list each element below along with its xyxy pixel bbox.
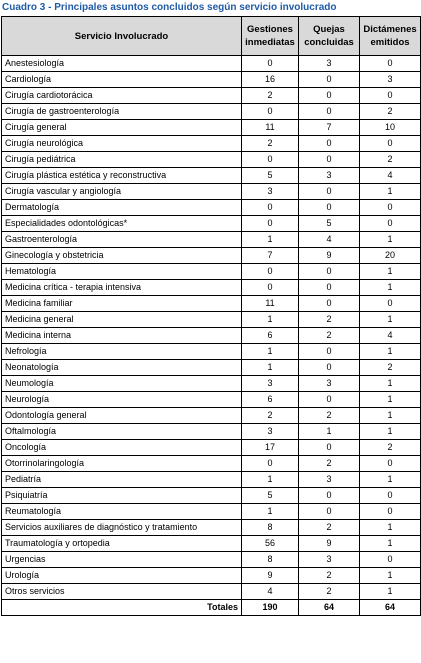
- dictamenes-cell: 1: [360, 424, 421, 440]
- gestiones-cell: 6: [242, 392, 299, 408]
- table-row: [2, 552, 421, 568]
- quejas-cell: 0: [299, 440, 360, 456]
- quejas-cell: 0: [299, 488, 360, 504]
- dictamenes-cell: 2: [360, 104, 421, 120]
- dictamenes-cell: 1: [360, 408, 421, 424]
- service-cell: Neurología: [2, 392, 242, 408]
- quejas-cell: 9: [299, 536, 360, 552]
- service-cell: Otros servicios: [2, 584, 242, 600]
- dictamenes-cell: 0: [360, 488, 421, 504]
- gestiones-cell: 0: [242, 152, 299, 168]
- gestiones-cell: 0: [242, 200, 299, 216]
- quejas-cell: 0: [299, 88, 360, 104]
- gestiones-cell: 16: [242, 72, 299, 88]
- total-dictamenes: 64: [360, 600, 421, 616]
- dictamenes-cell: 3: [360, 72, 421, 88]
- gestiones-cell: 1: [242, 312, 299, 328]
- table-row: [2, 504, 421, 520]
- service-cell: Medicina general: [2, 312, 242, 328]
- service-cell: Urología: [2, 568, 242, 584]
- gestiones-cell: 7: [242, 248, 299, 264]
- dictamenes-cell: 20: [360, 248, 421, 264]
- table-row: [2, 536, 421, 552]
- gestiones-cell: 4: [242, 584, 299, 600]
- dictamenes-cell: 4: [360, 168, 421, 184]
- service-cell: Cirugía cardiotorácica: [2, 88, 242, 104]
- dictamenes-cell: 1: [360, 232, 421, 248]
- quejas-cell: 0: [299, 280, 360, 296]
- table-row: [2, 488, 421, 504]
- table-row: [2, 104, 421, 120]
- dictamenes-cell: 1: [360, 536, 421, 552]
- service-cell: Cirugía pediátrica: [2, 152, 242, 168]
- table-row: [2, 440, 421, 456]
- gestiones-cell: 3: [242, 424, 299, 440]
- service-cell: Medicina interna: [2, 328, 242, 344]
- gestiones-cell: 1: [242, 344, 299, 360]
- quejas-cell: 2: [299, 584, 360, 600]
- service-cell: Anestesiología: [2, 56, 242, 72]
- dictamenes-cell: 0: [360, 216, 421, 232]
- quejas-cell: 7: [299, 120, 360, 136]
- gestiones-cell: 5: [242, 488, 299, 504]
- gestiones-cell: 2: [242, 136, 299, 152]
- header-dictamenes: Dictámenes emitidos: [360, 17, 421, 56]
- quejas-cell: 3: [299, 168, 360, 184]
- gestiones-cell: 0: [242, 56, 299, 72]
- dictamenes-cell: 1: [360, 520, 421, 536]
- gestiones-cell: 56: [242, 536, 299, 552]
- gestiones-cell: 11: [242, 296, 299, 312]
- service-cell: Cirugía vascular y angiología: [2, 184, 242, 200]
- table-row: [2, 264, 421, 280]
- service-cell: Traumatología y ortopedia: [2, 536, 242, 552]
- quejas-cell: 0: [299, 72, 360, 88]
- table-body: [2, 56, 421, 600]
- quejas-cell: 0: [299, 344, 360, 360]
- quejas-cell: 3: [299, 56, 360, 72]
- services-table: [1, 16, 421, 616]
- table-row: [2, 136, 421, 152]
- table-row: [2, 424, 421, 440]
- totals-label: Totales: [2, 600, 242, 616]
- total-gestiones: 190: [242, 600, 299, 616]
- table-row: [2, 360, 421, 376]
- gestiones-cell: 0: [242, 104, 299, 120]
- quejas-cell: 5: [299, 216, 360, 232]
- table-row: [2, 200, 421, 216]
- quejas-cell: 0: [299, 296, 360, 312]
- gestiones-cell: 1: [242, 232, 299, 248]
- dictamenes-cell: 4: [360, 328, 421, 344]
- gestiones-cell: 6: [242, 328, 299, 344]
- service-cell: Nefrología: [2, 344, 242, 360]
- table-row: [2, 568, 421, 584]
- service-cell: Pediatría: [2, 472, 242, 488]
- quejas-cell: 0: [299, 184, 360, 200]
- gestiones-cell: 9: [242, 568, 299, 584]
- gestiones-cell: 0: [242, 264, 299, 280]
- gestiones-cell: 8: [242, 552, 299, 568]
- quejas-cell: 4: [299, 232, 360, 248]
- dictamenes-cell: 1: [360, 376, 421, 392]
- dictamenes-cell: 2: [360, 360, 421, 376]
- table-row: [2, 152, 421, 168]
- gestiones-cell: 1: [242, 472, 299, 488]
- header-service: Servicio Involucrado: [2, 17, 242, 56]
- dictamenes-cell: 0: [360, 504, 421, 520]
- dictamenes-cell: 0: [360, 456, 421, 472]
- gestiones-cell: 2: [242, 88, 299, 104]
- table-row: [2, 408, 421, 424]
- dictamenes-cell: 1: [360, 184, 421, 200]
- quejas-cell: 3: [299, 552, 360, 568]
- table-row: [2, 280, 421, 296]
- service-cell: Especialidades odontológicas*: [2, 216, 242, 232]
- service-cell: Hematología: [2, 264, 242, 280]
- dictamenes-cell: 1: [360, 584, 421, 600]
- table-row: [2, 584, 421, 600]
- service-cell: Ginecología y obstetricia: [2, 248, 242, 264]
- table-row: [2, 184, 421, 200]
- table-row: [2, 376, 421, 392]
- service-cell: Reumatología: [2, 504, 242, 520]
- table-row: [2, 392, 421, 408]
- table-row: [2, 72, 421, 88]
- service-cell: Dermatología: [2, 200, 242, 216]
- dictamenes-cell: 0: [360, 136, 421, 152]
- dictamenes-cell: 1: [360, 264, 421, 280]
- quejas-cell: 2: [299, 456, 360, 472]
- table-caption: Cuadro 3 - Principales asuntos concluidos según servicio involucrado: [2, 2, 337, 13]
- quejas-cell: 0: [299, 504, 360, 520]
- table-row: [2, 168, 421, 184]
- gestiones-cell: 8: [242, 520, 299, 536]
- gestiones-cell: 0: [242, 280, 299, 296]
- dictamenes-cell: 2: [360, 152, 421, 168]
- table-row: [2, 56, 421, 72]
- service-cell: Cirugía plástica estética y reconstructiva: [2, 168, 242, 184]
- service-cell: Cirugía de gastroenterología: [2, 104, 242, 120]
- dictamenes-cell: 1: [360, 472, 421, 488]
- quejas-cell: 2: [299, 408, 360, 424]
- dictamenes-cell: 1: [360, 344, 421, 360]
- dictamenes-cell: 1: [360, 312, 421, 328]
- table-row: [2, 88, 421, 104]
- header-gestiones: Gestiones inmediatas: [242, 17, 299, 56]
- dictamenes-cell: 10: [360, 120, 421, 136]
- table-row: [2, 456, 421, 472]
- dictamenes-cell: 0: [360, 552, 421, 568]
- service-cell: Odontología general: [2, 408, 242, 424]
- gestiones-cell: 1: [242, 360, 299, 376]
- quejas-cell: 0: [299, 200, 360, 216]
- quejas-cell: 2: [299, 568, 360, 584]
- table-row: [2, 248, 421, 264]
- gestiones-cell: 0: [242, 456, 299, 472]
- dictamenes-cell: 0: [360, 296, 421, 312]
- service-cell: Gastroenterología: [2, 232, 242, 248]
- table-row: [2, 216, 421, 232]
- service-cell: Medicina crítica - terapia intensiva: [2, 280, 242, 296]
- service-cell: Servicios auxiliares de diagnóstico y tratamiento: [2, 520, 242, 536]
- dictamenes-cell: 0: [360, 56, 421, 72]
- dictamenes-cell: 0: [360, 88, 421, 104]
- totals-row: [2, 600, 421, 616]
- service-cell: Urgencias: [2, 552, 242, 568]
- table-row: [2, 344, 421, 360]
- dictamenes-cell: 2: [360, 440, 421, 456]
- service-cell: Neumología: [2, 376, 242, 392]
- table-row: [2, 232, 421, 248]
- service-cell: Cardiología: [2, 72, 242, 88]
- gestiones-cell: 17: [242, 440, 299, 456]
- dictamenes-cell: 1: [360, 280, 421, 296]
- service-cell: Cirugía neurológica: [2, 136, 242, 152]
- quejas-cell: 0: [299, 104, 360, 120]
- dictamenes-cell: 0: [360, 200, 421, 216]
- service-cell: Cirugía general: [2, 120, 242, 136]
- service-cell: Oftalmología: [2, 424, 242, 440]
- header-quejas: Quejas concluidas: [299, 17, 360, 56]
- quejas-cell: 2: [299, 328, 360, 344]
- gestiones-cell: 2: [242, 408, 299, 424]
- service-cell: Medicina familiar: [2, 296, 242, 312]
- table-row: [2, 472, 421, 488]
- dictamenes-cell: 1: [360, 568, 421, 584]
- table-row: [2, 520, 421, 536]
- table-row: [2, 312, 421, 328]
- quejas-cell: 9: [299, 248, 360, 264]
- service-cell: Oncología: [2, 440, 242, 456]
- service-cell: Neonatología: [2, 360, 242, 376]
- service-cell: Psiquiatría: [2, 488, 242, 504]
- table-row: [2, 328, 421, 344]
- table-row: [2, 296, 421, 312]
- quejas-cell: 0: [299, 392, 360, 408]
- dictamenes-cell: 1: [360, 392, 421, 408]
- gestiones-cell: 11: [242, 120, 299, 136]
- header-row: [2, 17, 421, 56]
- table-row: [2, 120, 421, 136]
- gestiones-cell: 3: [242, 376, 299, 392]
- quejas-cell: 3: [299, 472, 360, 488]
- quejas-cell: 2: [299, 312, 360, 328]
- quejas-cell: 0: [299, 152, 360, 168]
- quejas-cell: 0: [299, 360, 360, 376]
- quejas-cell: 1: [299, 424, 360, 440]
- gestiones-cell: 5: [242, 168, 299, 184]
- gestiones-cell: 3: [242, 184, 299, 200]
- quejas-cell: 3: [299, 376, 360, 392]
- total-quejas: 64: [299, 600, 360, 616]
- gestiones-cell: 0: [242, 216, 299, 232]
- gestiones-cell: 1: [242, 504, 299, 520]
- service-cell: Otorrinolaringología: [2, 456, 242, 472]
- quejas-cell: 0: [299, 136, 360, 152]
- quejas-cell: 2: [299, 520, 360, 536]
- quejas-cell: 0: [299, 264, 360, 280]
